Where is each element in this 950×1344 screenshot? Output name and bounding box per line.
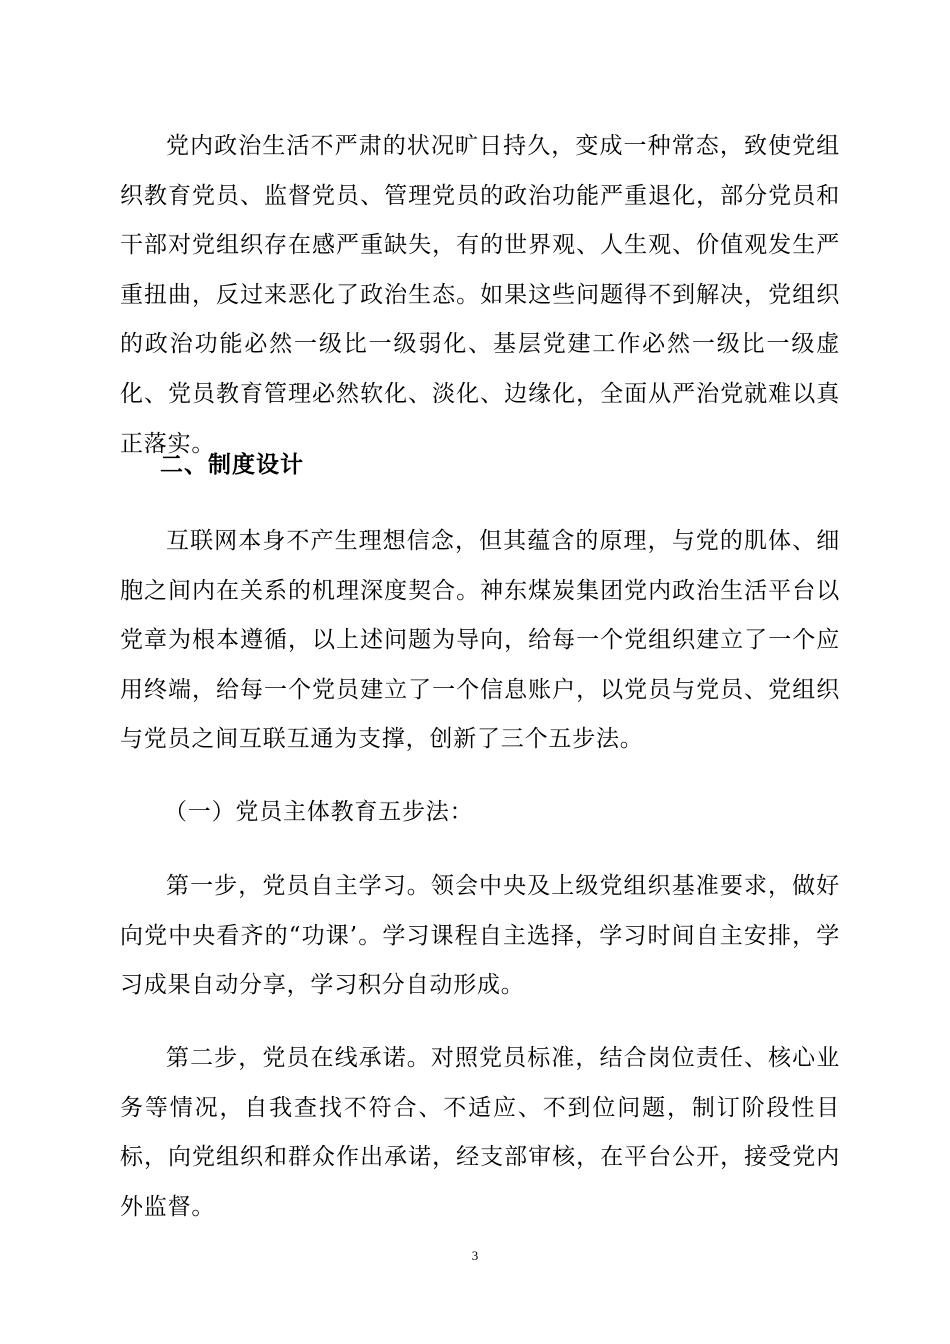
body-paragraph-2: 互联网本身不产生理想信念，但其蕴含的原理，与党的肌体、细胞之间内在关系的机理深度契合。神东煤炭集团党内政治生活平台以党章为根本遵循，以上述问题为导向，给每一个党组织建立了一个应用终端，给每一个党员建立了一个信息账户，以党员与党员、党组织与党员之间互联互通为支撑，创新了三个五步法。: [120, 528, 840, 753]
step-paragraph-2: 第二步，党员在线承诺。对照党员标准，结合岗位责任、核心业务等情况，自我查找不符合、不适应、不到位问题，制订阶段性目标，向党组织和群众作出承诺，经支部审核，在平台公开，接受党内外监督。: [120, 1045, 840, 1220]
body-paragraph-1: 党内政治生活不严肃的状况旷日持久，变成一种常态，致使党组织教育党员、监督党员、管理党员的政治功能严重退化，部分党员和干部对党组织存在感严重缺失，有的世界观、人生观、价值观发生严重扭曲，反过来恶化了政治生态。如果这些问题得不到解决，党组织的政治功能必然一级比一级弱化、基层党建工作必然一级比一级虚化、党员教育管理必然软化、淡化、边缘化，全面从严治党就难以真正落实。: [120, 133, 840, 457]
subsection-heading-1: （一）党员主体教育五步法：: [164, 799, 474, 825]
step-paragraph-1: 第一步，党员自主学习。领会中央及上级党组织基准要求，做好向党中央看齐的“功课’。学习课程自主选择，学习时间自主安排，学习成果自动分享，学习积分自动形成。: [120, 873, 840, 999]
page-number: 3: [471, 1248, 479, 1263]
section-heading-2: 二、制度设计: [160, 452, 304, 478]
